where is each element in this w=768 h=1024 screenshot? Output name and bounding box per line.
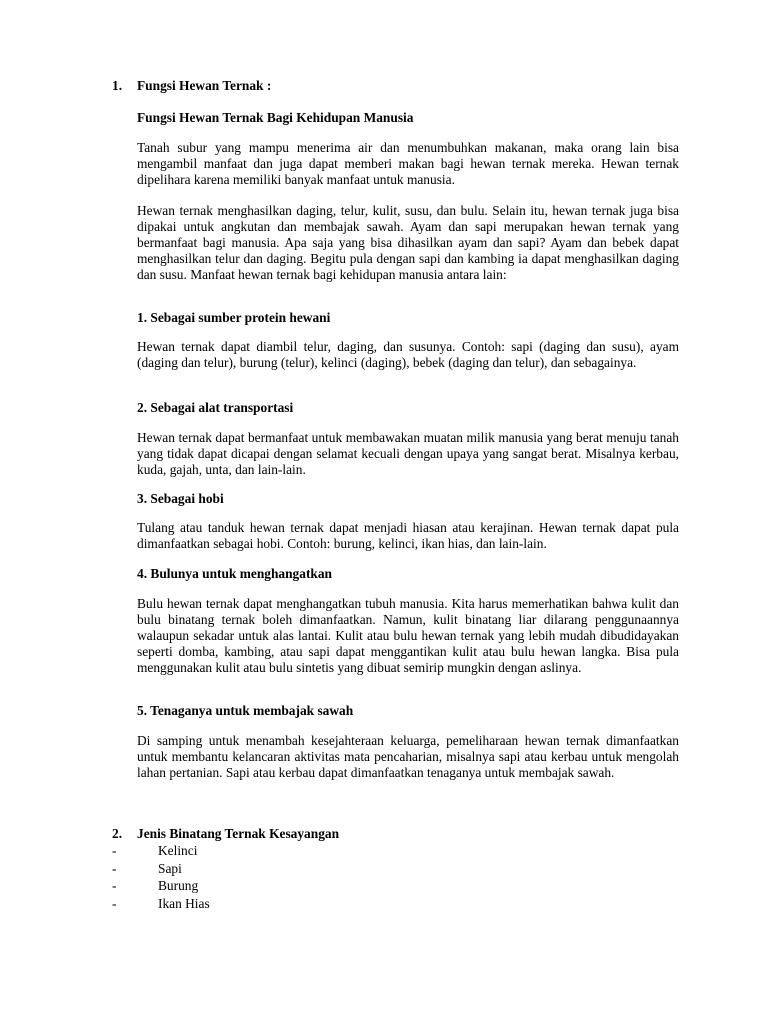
point-2-heading: 2. Sebagai alat transportasi: [137, 400, 294, 415]
point-5-heading: 5. Tenaganya untuk membajak sawah: [137, 703, 354, 718]
list-item: [112, 878, 210, 896]
list-item-label: Ikan Hias: [158, 895, 210, 911]
list-item-label: Sapi: [158, 860, 182, 876]
intro-paragraph-2: Hewan ternak menghasilkan daging, telur, kulit, susu, dan bulu. Selain itu, hewan ternak juga bisa dipakai untuk angkutan dan membajak sawah. Ayam dan sapi merupakan hewan ternak yang bermanfaat bagi manusia. Apa saja yang bisa dihasilkan ayam dan sapi? Ayam dan bebek dapat menghasilkan telur dan daging. Begitu pula dengan sapi dan kambing ia dapat menghasilkan daging dan susu. Manfaat hewan ternak bagi kehidupan manusia antara lain:: [137, 203, 679, 282]
list-item: [112, 896, 210, 914]
list-item: [112, 843, 210, 861]
point-1-text: Hewan ternak dapat diambil telur, daging, dan susunya. Contoh: sapi (daging dan susu), ayam (daging dan telur), burung (telur), kelinci (daging), bebek (daging dan telur), dan sebagainya.: [137, 339, 679, 370]
point-3-text: Tulang atau tanduk hewan ternak dapat menjadi hiasan atau kerajinan. Hewan ternak dapat pula dimanfaatkan sebagai hobi. Contoh: burung, kelinci, ikan hias, dan lain-lain.: [137, 520, 679, 551]
list-bullet: -: [112, 843, 117, 858]
section-2-title: Jenis Binatang Ternak Kesayangan: [137, 826, 340, 841]
section-2-heading: [112, 826, 339, 842]
intro-paragraph-1: Tanah subur yang mampu menerima air dan menumbuhkan makanan, maka orang lain bisa mengambil manfaat dan juga dapat memberi makan bagi hewan ternak mereka. Hewan ternak dipelihara karena memiliki banyak manfaat untuk manusia.: [137, 140, 679, 187]
point-1-heading: 1. Sebagai sumber protein hewani: [137, 310, 331, 325]
list-bullet: -: [112, 895, 117, 911]
point-5-text: Di samping untuk menambah kesejahteraan keluarga, pemeliharaan hewan ternak dimanfaatkan untuk membantu kelancaran aktivitas mata pencaharian, misalnya sapi atau kerbau untuk mengolah lahan pertanian. Sapi atau kerbau dapat dimanfaatkan tenaganya untuk membajak sawah.: [137, 733, 679, 780]
point-2-text: Hewan ternak dapat bermanfaat untuk membawakan muatan milik manusia yang berat menuju tanah yang tidak dapat dicapai dengan selamat kecuali dengan upaya yang sangat berat. Misalnya kerbau, kuda, gajah, unta, dan lain-lain.: [137, 430, 679, 477]
section-2-number: 2.: [112, 826, 123, 841]
list-bullet: -: [112, 878, 117, 894]
section-1-number: 1.: [112, 78, 123, 93]
list-item-label: Kelinci: [158, 843, 198, 858]
point-4-heading: 4. Bulunya untuk menghangatkan: [137, 566, 332, 581]
section-1-heading: [112, 78, 271, 94]
point-4-text: Bulu hewan ternak dapat menghangatkan tubuh manusia. Kita harus memerhatikan bahwa kulit dan bulu binatang ternak boleh dimanfaatkan. Namun, kulit binatang liar dilarang penggunaannya walaupun sekadar untuk alas lantai. Kulit atau bulu hewan ternak yang lebih mudah dibudidayakan seperti domba, kambing, atau sapi dapat menggantikan kulit atau bulu hewan langka. Bisa pula menggunakan kulit atau bulu sintetis yang dibuat semirip mungkin dengan aslinya.: [137, 596, 679, 675]
livestock-list: [112, 843, 210, 913]
section-1-title: Fungsi Hewan Ternak :: [137, 78, 272, 93]
list-bullet: -: [112, 860, 117, 876]
point-3-heading: 3. Sebagai hobi: [137, 491, 224, 506]
list-item: [112, 861, 210, 879]
section-1-subtitle: Fungsi Hewan Ternak Bagi Kehidupan Manusia: [137, 110, 414, 125]
list-item-label: Burung: [158, 878, 199, 894]
